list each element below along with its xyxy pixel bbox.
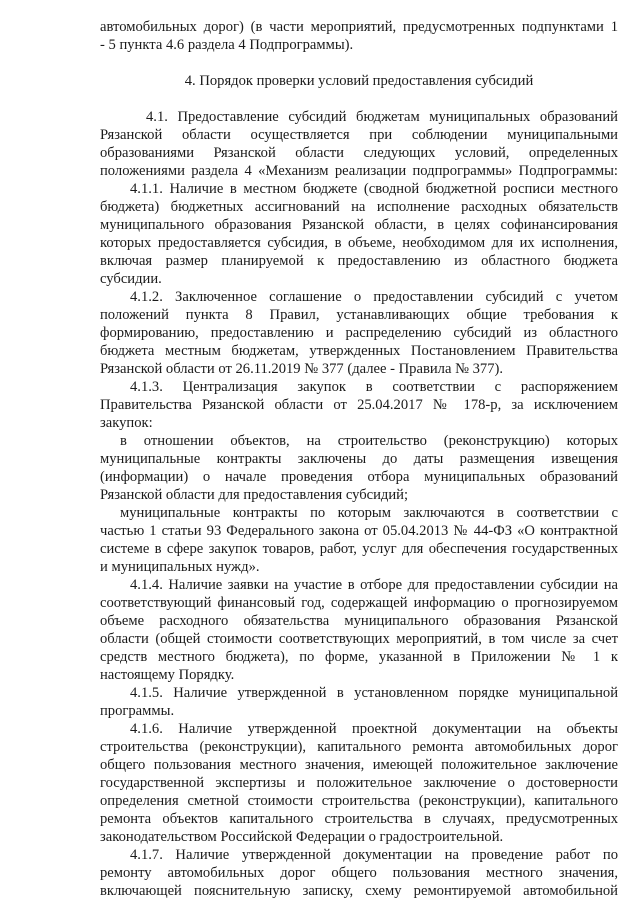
continuation-line: автомобильных дорог) (в части мероприятий, предусмотренных подпунктами 1 bbox=[100, 19, 618, 35]
paragraph-line: 4.1. Предоставление субсидий бюджетам муниципальных образований bbox=[146, 109, 618, 125]
paragraph-line: 4.1.1. Наличие в местном бюджете (сводной бюджетной росписи местного bbox=[130, 181, 618, 197]
paragraph-line: муниципальные контракты заключены до даты размещения извещения bbox=[100, 451, 618, 467]
paragraph-line: системе в сфере закупок товаров, работ, услуг для обеспечения государственных bbox=[100, 541, 618, 557]
paragraph-line: Рязанской области осуществляется при соблюдении муниципальными bbox=[100, 127, 618, 143]
paragraph-line: Рязанской области для предоставления субсидий; bbox=[100, 487, 409, 503]
paragraph-line: муниципальные контракты по которым заключаются в соответствии с bbox=[120, 505, 618, 521]
paragraph-line: муниципального образования Рязанской области, в целях софинансирования bbox=[100, 217, 618, 233]
paragraph-line: включая размер планируемой к предоставлению из областного бюджета bbox=[100, 253, 618, 269]
paragraph-line: 4.1.7. Наличие утвержденной документации на проведение работ по bbox=[130, 847, 618, 863]
paragraph-line: (информации) о начале проведения отбора муниципальных образований bbox=[100, 469, 618, 485]
paragraph-line: и муниципальных нужд». bbox=[100, 559, 260, 575]
paragraph-line: настоящему Порядку. bbox=[100, 667, 235, 683]
continuation-line: - 5 пункта 4.6 раздела 4 Подпрограммы). bbox=[100, 37, 354, 53]
paragraph-line: 4.1.6. Наличие утвержденной проектной документации на объекты bbox=[130, 721, 618, 737]
paragraph-line: Рязанской области от 26.11.2019 № 377 (далее - Правила № 377). bbox=[100, 361, 504, 377]
paragraph-line: ремонту автомобильных дорог общего пользования местного значения, bbox=[100, 865, 618, 881]
paragraph-line: субсидии. bbox=[100, 271, 162, 287]
paragraph-line: 4.1.3. Централизация закупок в соответствии с распоряжением bbox=[130, 379, 618, 395]
paragraph-line: соответствующий финансовый год, содержащей информацию о прогнозируемом bbox=[100, 595, 618, 611]
paragraph-line: законодательством Российской Федерации о градостроительной. bbox=[100, 829, 504, 845]
paragraph-line: средств местного бюджета), по форме, указанной в Приложении № 1 к bbox=[100, 649, 618, 665]
paragraph-line: включающей пояснительную записку, схему ремонтируемой автомобильной bbox=[100, 883, 618, 899]
paragraph-line: ремонта объектов капитального строительства в случаях, предусмотренных bbox=[100, 811, 618, 827]
paragraph-line: положениями раздела 4 «Механизм реализации подпрограммы» Подпрограммы: bbox=[100, 163, 618, 179]
paragraph-line: программы. bbox=[100, 703, 175, 719]
paragraph-line: формированию, предоставлению и распределению субсидий из областного bbox=[100, 325, 618, 341]
paragraph-line: объеме расходного обязательства муниципального образования Рязанской bbox=[100, 613, 618, 629]
paragraph-line: частью 1 статьи 93 Федерального закона от 05.04.2013 № 44-ФЗ «О контрактной bbox=[100, 523, 618, 539]
paragraph-line: государственной экспертизы и положительное заключение о достоверности bbox=[100, 775, 618, 791]
paragraph-line: общего пользования местного значения, имеющей положительное заключение bbox=[100, 757, 618, 773]
paragraph-line: в отношении объектов, на строительство (реконструкцию) которых bbox=[120, 433, 618, 449]
paragraph-line: положений пункта 8 Правил, устанавливающих общие требования к bbox=[100, 307, 618, 323]
paragraph-line: строительства (реконструкции), капитального ремонта автомобильных дорог bbox=[100, 739, 618, 755]
paragraph-line: закупок: bbox=[100, 415, 153, 431]
paragraph-line: определения сметной стоимости строительства (реконструкции), капитального bbox=[100, 793, 618, 809]
paragraph-line: 4.1.5. Наличие утвержденной в установленном порядке муниципальной bbox=[130, 685, 618, 701]
paragraph-line: Правительства Рязанской области от 25.04.2017 № 178-р, за исключением bbox=[100, 397, 618, 413]
paragraph-line: 4.1.2. Заключенное соглашение о предоставлении субсидий с учетом bbox=[130, 289, 618, 305]
paragraph-line: которых предоставляется субсидия, в объеме, необходимом для их исполнения, bbox=[100, 235, 618, 251]
paragraph-line: бюджета местным бюджетам, утвержденных Постановлением Правительства bbox=[100, 343, 618, 359]
paragraph-line: области (общей стоимости соответствующих мероприятий, в том числе за счет bbox=[100, 631, 618, 647]
paragraph-line: образованиями Рязанской области следующих условий, определенных bbox=[100, 145, 618, 161]
section-heading: 4. Порядок проверки условий предоставления субсидий bbox=[184, 73, 534, 89]
paragraph-line: 4.1.4. Наличие заявки на участие в отборе для предоставлении субсидии на bbox=[130, 577, 618, 593]
paragraph-line: бюджета) бюджетных ассигнований на исполнение расходных обязательств bbox=[100, 199, 618, 215]
